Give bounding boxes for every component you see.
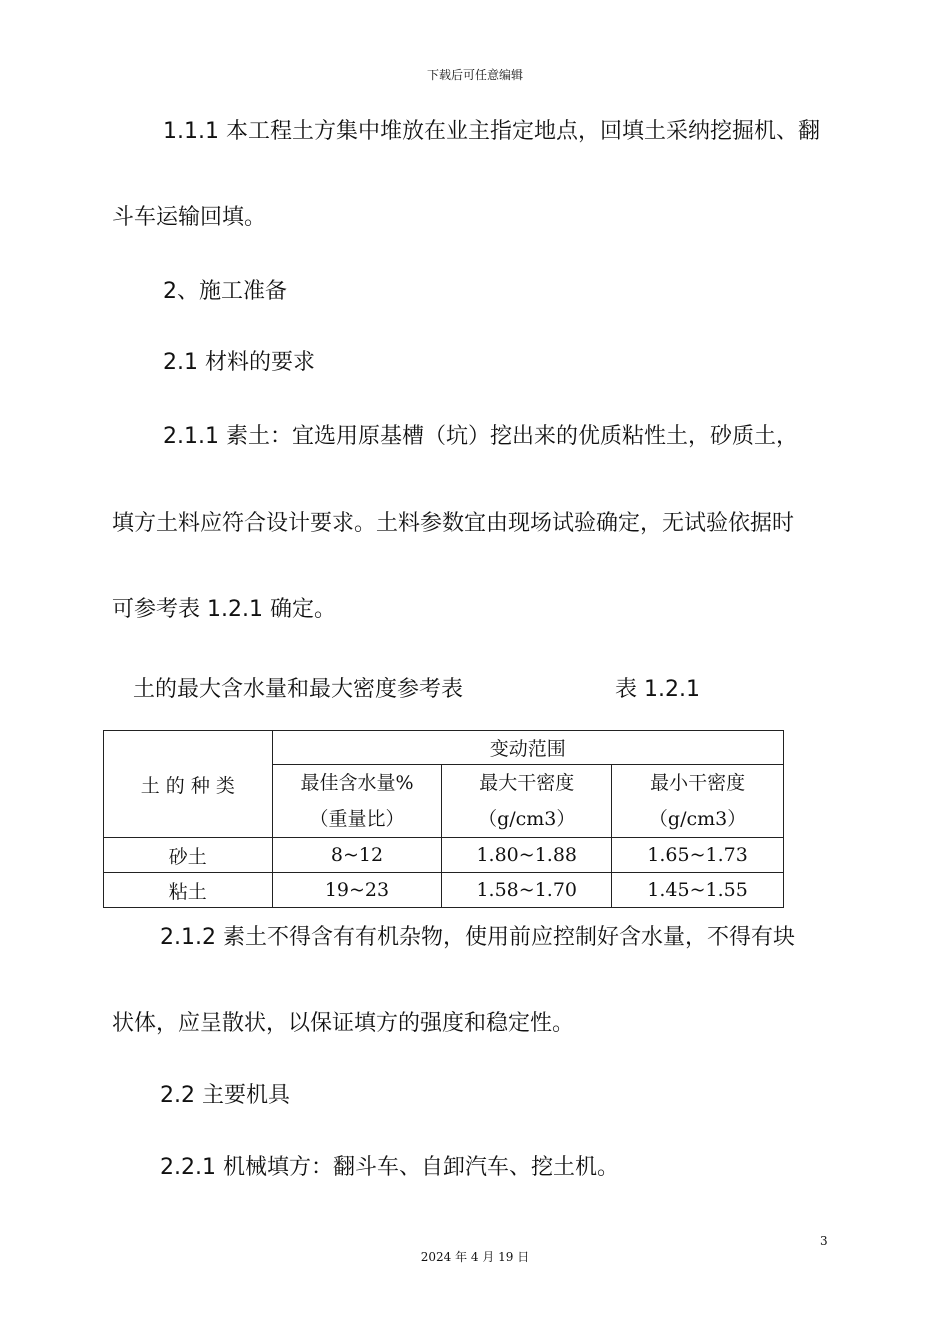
page-header: 下载后可任意编辑 <box>426 68 523 82</box>
range-header: 变动范围 <box>272 731 783 765</box>
paragraph-2-1-1-cont2: 可参考表 1.2.1 确定。 <box>112 597 336 622</box>
paragraph-2-1-1-cont1: 填方土料应符合设计要求。土料参数宜由现场试验确定，无试验依据时 <box>112 511 795 536</box>
water-content-cell: 19~23 <box>272 873 442 908</box>
paragraph-2-1-2-cont: 状体，应呈散状，以保证填方的强度和稳定性。 <box>112 1011 575 1036</box>
paragraph-2-1-1: 2.1.1 素土：宜选用原基槽（坑）挖出来的优质粘性土，砂质土， <box>163 424 798 449</box>
page-number: 3 <box>820 1234 828 1248</box>
table-title: 土的最大含水量和最大密度参考表 <box>133 677 464 702</box>
min-density-header: 最小干密度 （g/cm3） <box>612 765 784 838</box>
table-number: 表 1.2.1 <box>615 677 700 702</box>
table-row <box>104 873 784 908</box>
paragraph-2-1-2: 2.1.2 素土不得含有有机杂物，使用前应控制好含水量，不得有块 <box>160 925 795 950</box>
water-content-header: 最佳含水量% （重量比） <box>272 765 442 838</box>
paragraph-2-2-1: 2.2.1 机械填方：翻斗车、自卸汽车、挖土机。 <box>160 1155 619 1180</box>
heading-2-1: 2.1 材料的要求 <box>163 350 315 375</box>
table-row <box>104 838 784 873</box>
footer-date: 2024 年 4 月 19 日 <box>420 1250 530 1264</box>
soil-type-header: 土 的 种 类 <box>104 731 273 838</box>
min-density-cell: 1.65~1.73 <box>612 838 784 873</box>
max-density-header: 最大干密度 （g/cm3） <box>442 765 612 838</box>
soil-type-cell: 砂土 <box>104 838 273 873</box>
paragraph-1-1-1-cont: 斗车运输回填。 <box>112 205 267 230</box>
water-content-cell: 8~12 <box>272 838 442 873</box>
soil-type-cell: 粘土 <box>104 873 273 908</box>
max-density-cell: 1.58~1.70 <box>442 873 612 908</box>
soil-parameter-table <box>103 730 784 908</box>
max-density-cell: 1.80~1.88 <box>442 838 612 873</box>
heading-2: 2、施工准备 <box>163 279 287 304</box>
paragraph-1-1-1: 1.1.1 本工程土方集中堆放在业主指定地点，回填土采纳挖掘机、翻 <box>163 119 820 144</box>
heading-2-2: 2.2 主要机具 <box>160 1083 290 1108</box>
min-density-cell: 1.45~1.55 <box>612 873 784 908</box>
